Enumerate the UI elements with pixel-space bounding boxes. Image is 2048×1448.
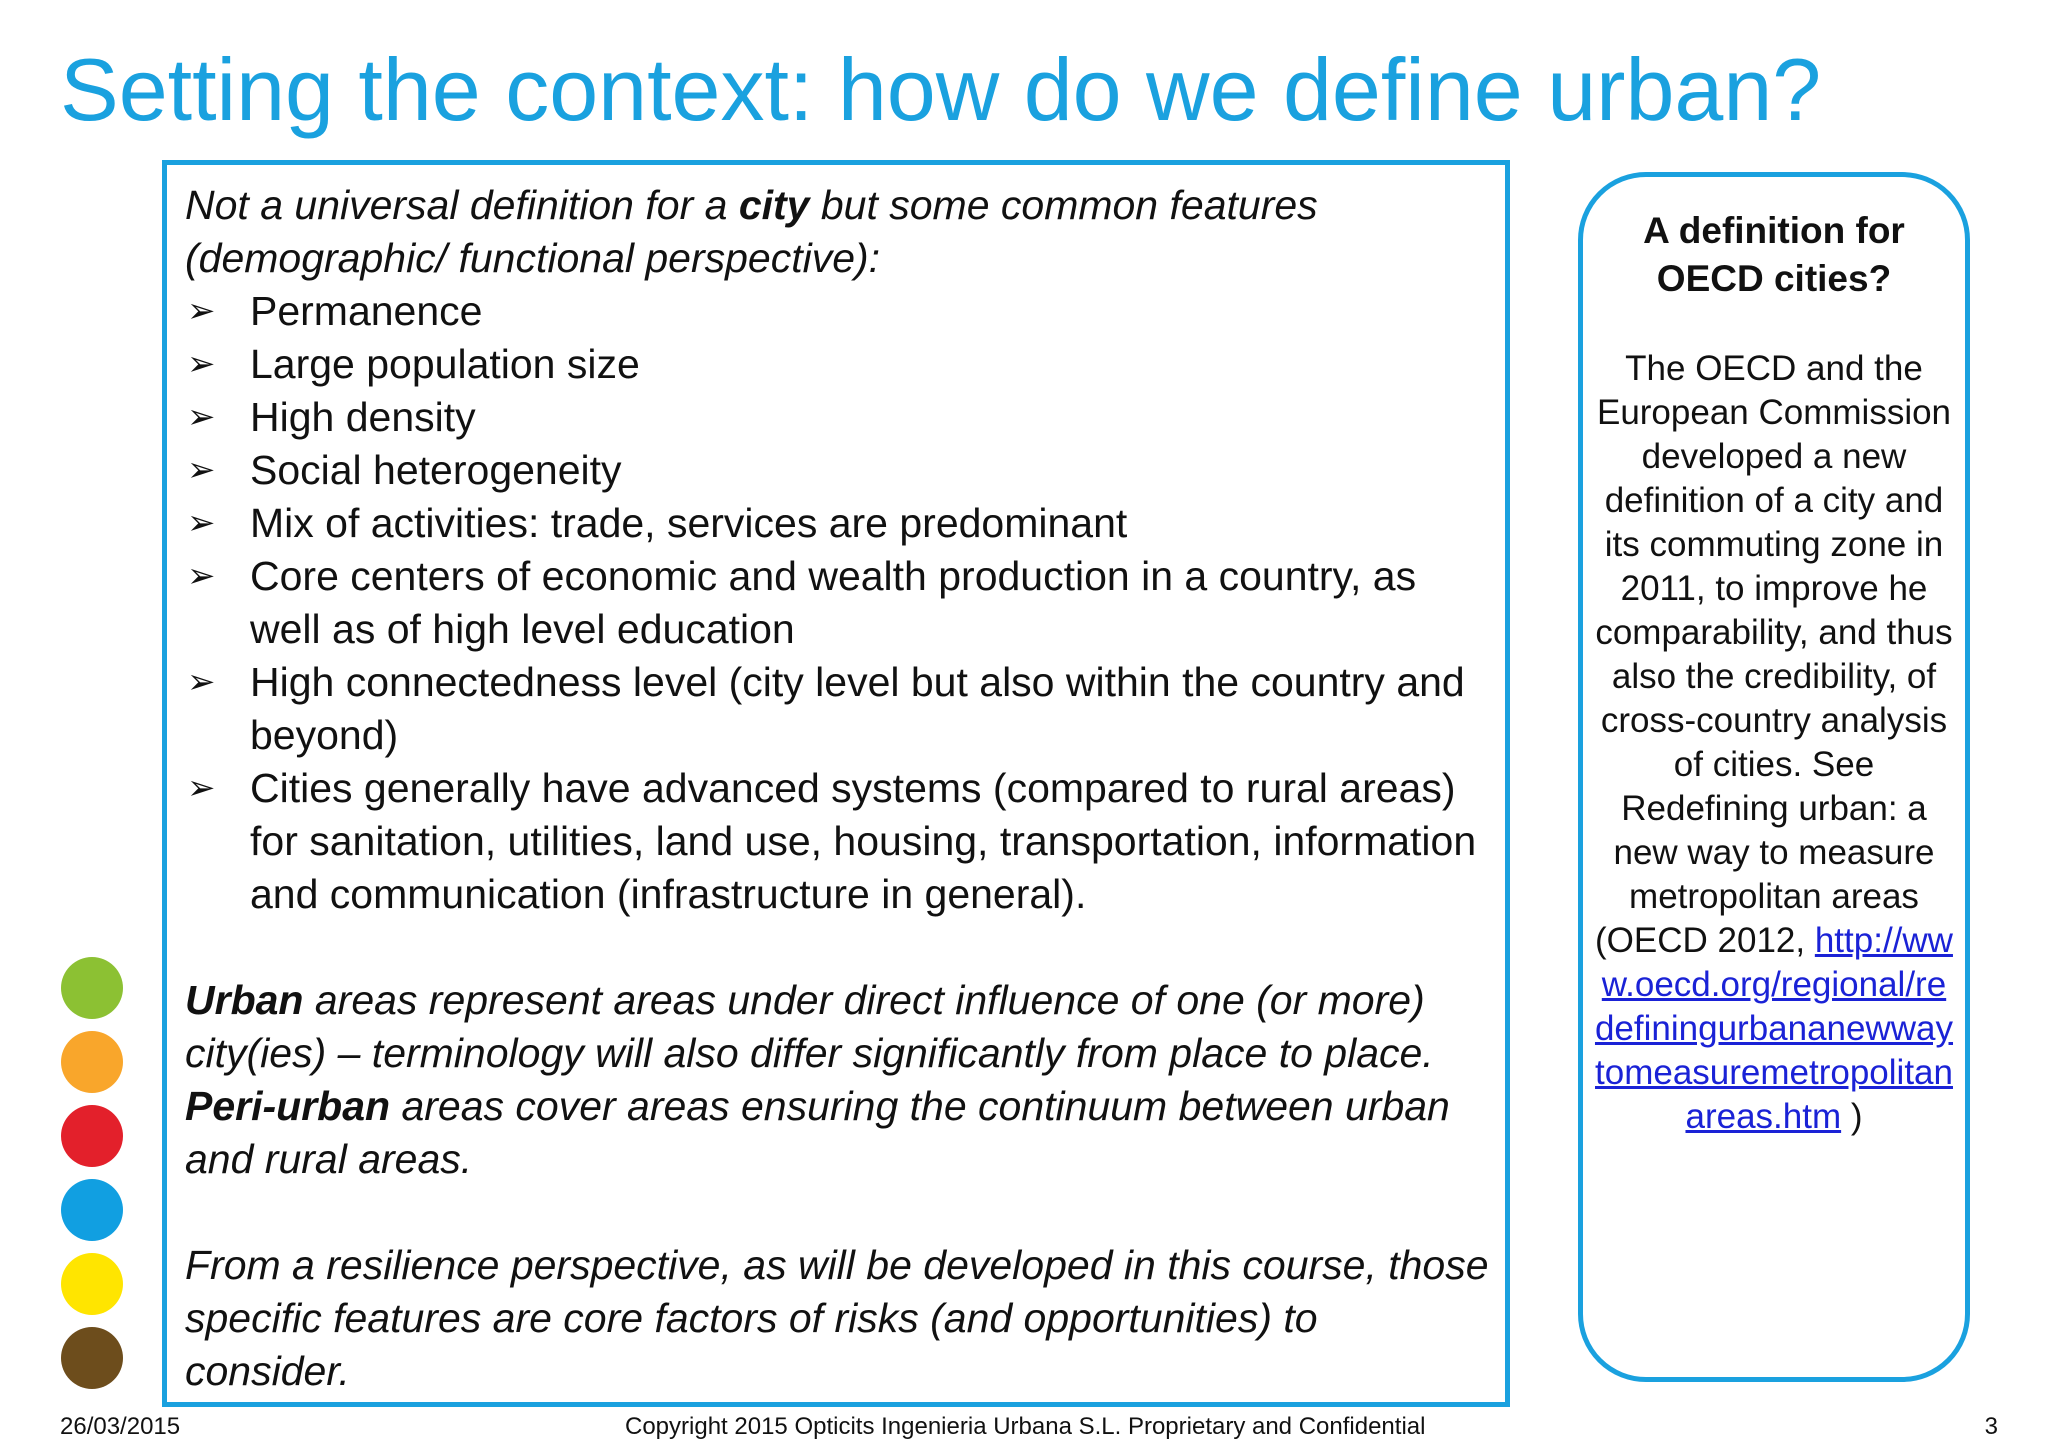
footer-date: 26/03/2015 bbox=[60, 1413, 181, 1440]
oecd-definition-box bbox=[1578, 172, 1970, 1382]
main-content-box bbox=[162, 160, 1510, 1407]
arrow-bullet-icon: ➢ bbox=[187, 557, 216, 595]
feature-text: High density bbox=[250, 394, 476, 440]
feature-text: High connectedness level (city level but also within the country and beyond) bbox=[250, 659, 1465, 758]
urban-text: areas represent areas under direct influence of one (or more) city(ies) – terminology will also differ significantly from place to place. bbox=[185, 977, 1434, 1076]
spacer bbox=[185, 921, 1489, 974]
feature-text: Core centers of economic and wealth production in a country, as well as of high level education bbox=[250, 553, 1417, 652]
arrow-bullet-icon: ➢ bbox=[187, 663, 216, 701]
feature-item bbox=[185, 497, 1489, 550]
orange-dot bbox=[61, 1031, 123, 1093]
feature-item bbox=[185, 762, 1489, 921]
page-number: 3 bbox=[1984, 1413, 1998, 1440]
arrow-bullet-icon: ➢ bbox=[187, 292, 216, 330]
feature-item bbox=[185, 656, 1489, 762]
feature-item bbox=[185, 338, 1489, 391]
urban-term: Urban bbox=[185, 977, 304, 1023]
arrow-bullet-icon: ➢ bbox=[187, 451, 216, 489]
feature-text: Cities generally have advanced systems (compared to rural areas) for sanitation, utilities, land use, housing, transportation, information and communication (infrastructure in general). bbox=[250, 765, 1477, 917]
feature-item bbox=[185, 550, 1489, 656]
feature-list bbox=[185, 285, 1489, 921]
side-body-text: The OECD and the European Commission developed a new definition of a city and its commuting zone in 2011, to improve he comparability, and thus also the credibility, of cross-country analysis of cities. See Redefining urban: a new way to measure metropolitan areas (OECD 2012, bbox=[1595, 349, 1953, 960]
oecd-link[interactable]: http://www.oecd.org/regional/redefiningurbananewwaytomeasuremetropolitanareas.htm bbox=[1594, 921, 1954, 1136]
arrow-bullet-icon: ➢ bbox=[187, 769, 216, 807]
intro-text-end: but some common features (demographic/ functional perspective): bbox=[185, 182, 1318, 281]
arrow-bullet-icon: ➢ bbox=[187, 504, 216, 542]
feature-item bbox=[185, 285, 1489, 338]
feature-item bbox=[185, 444, 1489, 497]
feature-text: Mix of activities: trade, services are predominant bbox=[250, 500, 1128, 546]
arrow-bullet-icon: ➢ bbox=[187, 398, 216, 436]
resilience-paragraph: From a resilience perspective, as will be developed in this course, those specific features are core factors of risks (and opportunities) to consider. bbox=[185, 1242, 1489, 1394]
slide-title: Setting the context: how do we define urban? bbox=[60, 40, 1822, 139]
intro-text-start: Not a universal definition for a bbox=[185, 182, 739, 228]
periurban-text: areas cover areas ensuring the continuum between urban and rural areas. bbox=[185, 1083, 1450, 1182]
blue-dot bbox=[61, 1179, 123, 1241]
side-body bbox=[1593, 347, 1955, 1139]
feature-text: Social heterogeneity bbox=[250, 447, 622, 493]
intro-city-term: city bbox=[738, 182, 810, 228]
side-closing: ) bbox=[1841, 1097, 1863, 1136]
brown-dot bbox=[61, 1327, 123, 1389]
arrow-bullet-icon: ➢ bbox=[187, 345, 216, 383]
intro-paragraph bbox=[185, 179, 1489, 285]
periurban-term: Peri-urban bbox=[185, 1083, 391, 1129]
feature-text: Permanence bbox=[250, 288, 483, 334]
footer-copyright: Copyright 2015 Opticits Ingenieria Urbana S.L. Proprietary and Confidential bbox=[625, 1413, 1426, 1440]
green-dot bbox=[61, 957, 123, 1019]
feature-text: Large population size bbox=[250, 341, 640, 387]
spacer bbox=[185, 1186, 1489, 1239]
side-heading: A definition for OECD cities? bbox=[1643, 210, 1905, 299]
red-dot bbox=[61, 1105, 123, 1167]
urban-paragraph bbox=[185, 974, 1489, 1186]
feature-item bbox=[185, 391, 1489, 444]
yellow-dot bbox=[61, 1253, 123, 1315]
